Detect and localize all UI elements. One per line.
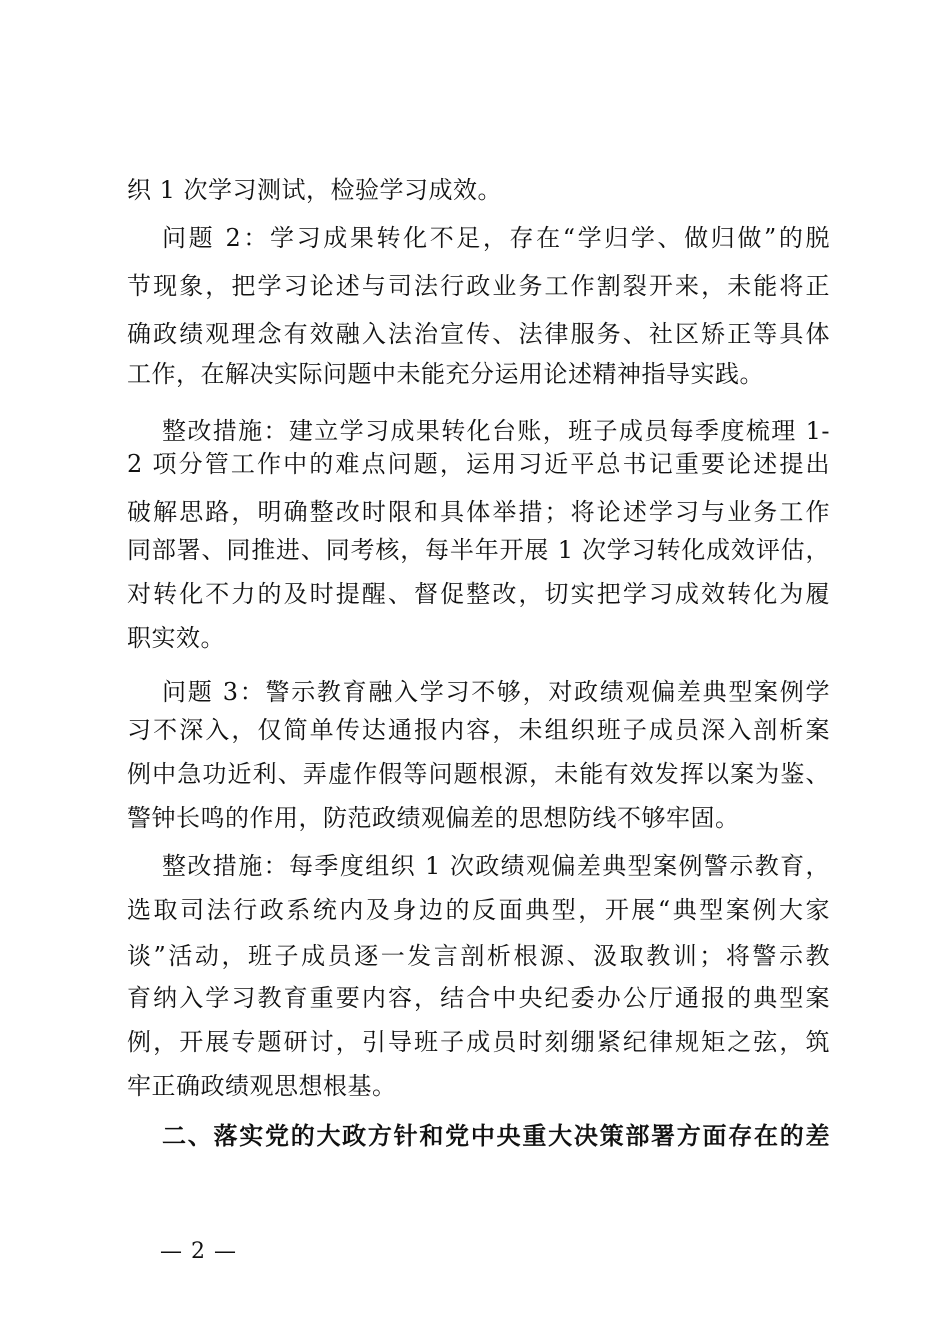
paragraph-line: 整改措施：建立学习成果转化台账，班子成员每季度梳理 1- [162, 417, 830, 445]
paragraph-line: 2 项分管工作中的难点问题，运用习近平总书记重要论述提出 [127, 450, 830, 478]
paragraph-line: 职实效。 [127, 624, 225, 652]
paragraph-line: 节现象，把学习论述与司法行政业务工作割裂开来，未能将正 [127, 272, 830, 300]
paragraph-line: 牢正确政绩观思想根基。 [127, 1072, 397, 1100]
paragraph-line: 问题 3：警示教育融入学习不够，对政绩观偏差典型案例学 [162, 678, 830, 706]
paragraph-line: 例中急功近利、弄虚作假等问题根源，未能有效发挥以案为鉴、 [127, 760, 830, 788]
paragraph-line: 工作，在解决实际问题中未能充分运用论述精神指导实践。 [127, 360, 764, 388]
paragraph-line: 习不深入，仅简单传达通报内容，未组织班子成员深入剖析案 [127, 716, 830, 744]
paragraph-line: 同部署、同推进、同考核，每半年开展 1 次学习转化成效评估， [127, 536, 830, 564]
paragraph-line: 整改措施：每季度组织 1 次政绩观偏差典型案例警示教育， [162, 852, 830, 880]
paragraph-line: 选取司法行政系统内及身边的反面典型，开展“典型案例大家 [127, 896, 830, 924]
paragraph-line: 织 1 次学习测试，检验学习成效。 [127, 176, 503, 204]
paragraph-line: 问题 2：学习成果转化不足，存在“学归学、做归做”的脱 [162, 224, 830, 252]
paragraph-line: 例，开展专题研讨，引导班子成员时刻绷紧纪律规矩之弦，筑 [127, 1028, 830, 1056]
paragraph-line: 警钟长鸣的作用，防范政绩观偏差的思想防线不够牢固。 [127, 804, 740, 832]
page-number: — 2 — [160, 1239, 237, 1264]
paragraph-line: 育纳入学习教育重要内容，结合中央纪委办公厅通报的典型案 [127, 984, 830, 1012]
paragraph-line: 确政绩观理念有效融入法治宣传、法律服务、社区矫正等具体 [127, 320, 830, 348]
section-heading: 二、落实党的大政方针和党中央重大决策部署方面存在的差 [162, 1122, 830, 1150]
paragraph-line: 破解思路，明确整改时限和具体举措；将论述学习与业务工作 [127, 498, 830, 526]
paragraph-line: 对转化不力的及时提醒、督促整改，切实把学习成效转化为履 [127, 580, 830, 608]
paragraph-line: 谈”活动，班子成员逐一发言剖析根源、汲取教训；将警示教 [127, 942, 830, 970]
